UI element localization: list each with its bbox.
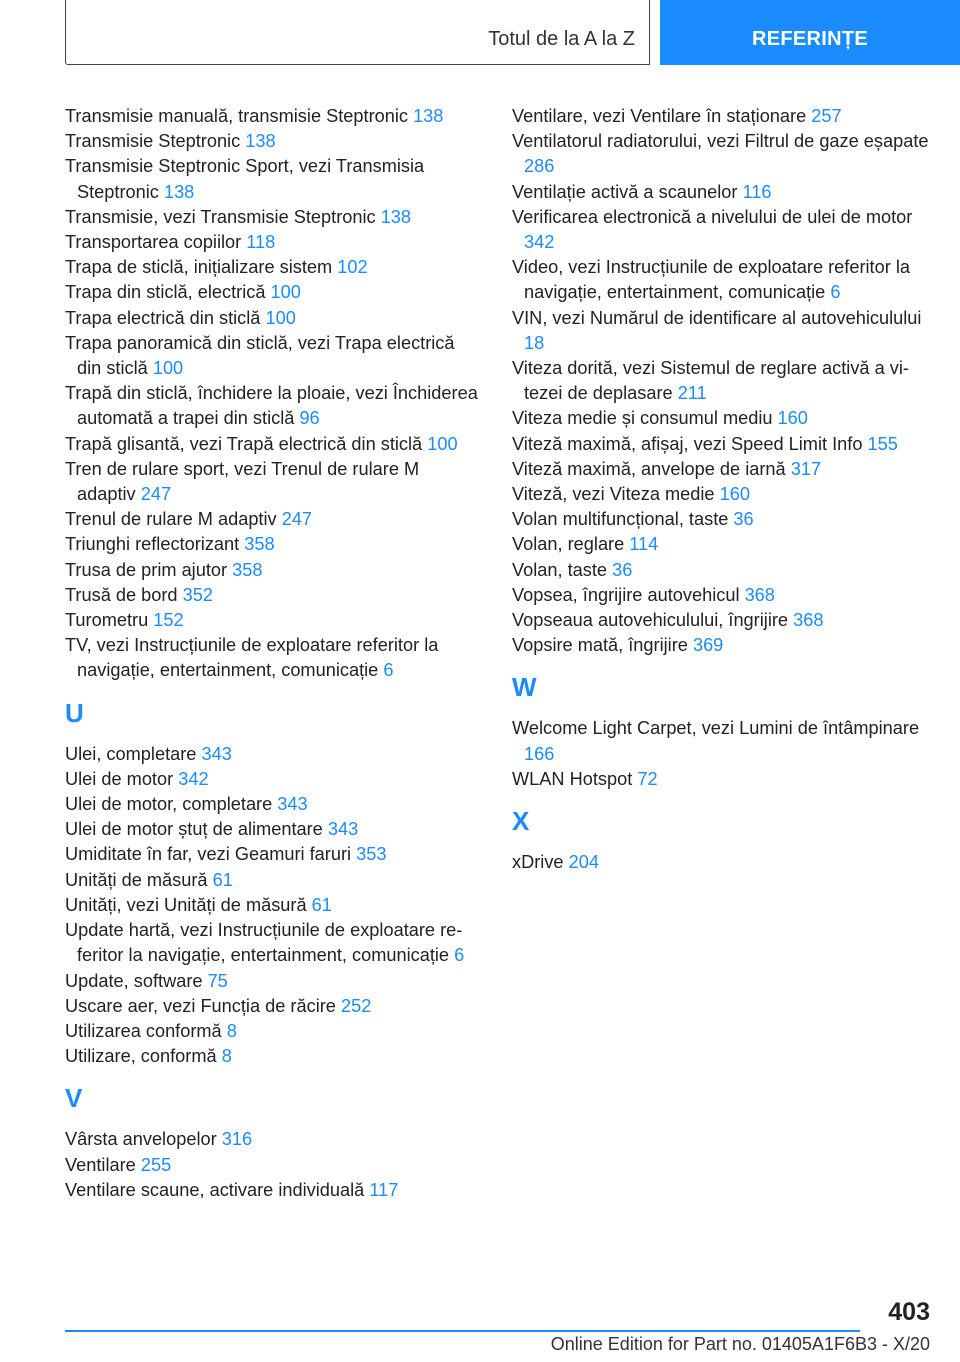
page-reference-link[interactable]: 369 [692, 635, 724, 656]
index-letter-heading: V [65, 1083, 83, 1114]
index-letter-heading: W [512, 672, 537, 703]
page-reference-link[interactable]: 155 [867, 433, 898, 454]
index-entry [65, 331, 480, 381]
page-reference-link[interactable]: 116 [742, 181, 772, 202]
page-reference-link[interactable]: 211 [677, 383, 707, 404]
page-reference-link[interactable]: 138 [380, 206, 412, 227]
index-entry [65, 457, 480, 507]
index-entry-text: Tren de rulare sport, vezi Trenul de rulare M adaptiv [65, 458, 420, 505]
page-reference-link[interactable]: 96 [299, 408, 320, 429]
page-reference-link[interactable]: 72 [637, 768, 658, 789]
page-reference-link[interactable]: 152 [153, 610, 184, 631]
page-reference-link[interactable]: 160 [719, 484, 750, 505]
page-reference-link[interactable]: 118 [246, 232, 276, 253]
footer-edition-text: Online Edition for Part no. 01405A1F6B3 - X/20 [550, 1334, 930, 1354]
index-entry-text: TV, vezi Instrucțiunile de exploatare referitor la navigație, entertainment, comunicație [65, 635, 439, 681]
page-number: 403 [888, 1298, 930, 1326]
index-entry-text: Viteza dorită, vezi Sistemul de reglare activă a vitezei de deplasare [512, 358, 909, 404]
index-entry-text: Utilizare, conformă [65, 1046, 217, 1067]
index-entry [512, 633, 930, 658]
page-reference-link[interactable]: 247 [281, 509, 313, 530]
index-entry [65, 842, 480, 867]
page-reference-link[interactable]: 114 [629, 534, 659, 555]
index-entry-text: Unități, vezi Unități de măsură [65, 894, 307, 915]
page-reference-link[interactable]: 343 [277, 794, 308, 815]
index-letter-heading: X [512, 806, 530, 837]
index-entry [65, 306, 480, 331]
chapter-title: REFERINȚE [751, 28, 869, 50]
page-reference-link[interactable]: 342 [524, 232, 555, 253]
page-reference-link[interactable]: 316 [221, 1129, 253, 1150]
page-reference-link[interactable]: 257 [811, 106, 842, 126]
index-entry [65, 507, 480, 532]
page-reference-link[interactable]: 100 [265, 307, 296, 328]
index-entry [65, 280, 480, 305]
page-header [0, 0, 960, 66]
index-entry-text: WLAN Hotspot [512, 768, 633, 789]
index-entry [512, 306, 930, 356]
index-entry-text: Ventilatorul radiatorului, vezi Filtrul de gaze eșapate [512, 131, 929, 152]
page-reference-link[interactable]: 61 [311, 894, 332, 915]
index-entry-text: Umiditate în far, vezi Geamuri faruri [65, 844, 352, 865]
index-entry [65, 1044, 480, 1069]
index-entry [65, 918, 480, 968]
index-entry-text: Ulei de motor [65, 768, 174, 789]
index-entry [512, 850, 930, 875]
index-entry [512, 180, 930, 205]
index-entry [512, 406, 930, 431]
page-reference-link[interactable]: 247 [140, 484, 172, 505]
page-reference-link[interactable]: 8 [226, 1020, 237, 1041]
page-reference-link[interactable]: 342 [178, 768, 209, 789]
index-entry-text: Uscare aer, vezi Funcția de răcire [65, 995, 336, 1016]
index-entry-text: Unități de măsură [65, 869, 208, 890]
page-reference-link[interactable]: 286 [524, 156, 555, 177]
section-tab[interactable] [65, 0, 650, 65]
index-entry [65, 817, 480, 842]
chapter-tab[interactable] [660, 0, 960, 65]
index-entry-text: Utilizarea conformă [65, 1020, 222, 1041]
page-reference-link[interactable]: 18 [524, 332, 545, 353]
page-reference-link[interactable]: 358 [232, 559, 263, 580]
index-entry [512, 716, 930, 766]
index-entry-text: xDrive [512, 852, 564, 873]
page-reference-link[interactable]: 61 [212, 869, 233, 890]
index-entry-text: Vopsire mată, îngrijire [512, 635, 688, 656]
index-entry [65, 792, 480, 817]
index-entry [65, 1153, 480, 1178]
index-entry [65, 558, 480, 583]
index-entry-text: Trenul de rulare M adaptiv [65, 509, 277, 530]
page-reference-link[interactable]: 36 [612, 559, 633, 580]
index-entry [512, 482, 930, 507]
index-column-right [512, 104, 930, 875]
index-entry [65, 633, 480, 683]
index-entry [512, 767, 930, 792]
index-entry [65, 1127, 480, 1152]
index-entry-text: Viteza medie și consumul mediu [512, 408, 773, 429]
index-entry [512, 356, 930, 406]
index-entry-text: Vopseaua autovehiculului, îngrijire [512, 610, 789, 631]
index-entry [65, 608, 480, 633]
page-reference-link[interactable]: 75 [207, 970, 228, 991]
index-entry [512, 457, 930, 482]
index-entry-text: Volan multifuncțional, taste [512, 509, 729, 530]
page-reference-link[interactable]: 317 [790, 458, 822, 479]
index-entry-text: Trapă glisantă, vezi Trapă electrică din sticlă [65, 433, 423, 454]
page-reference-link[interactable]: 8 [221, 1046, 232, 1067]
index-column-left [65, 104, 480, 1203]
index-entry [65, 969, 480, 994]
index-entry [512, 129, 930, 179]
index-entry-text: Viteză, vezi Viteza medie [512, 484, 715, 505]
index-entry [512, 205, 930, 255]
index-entry-text: Volan, reglare [512, 534, 625, 555]
index-entry-text: Transmisie manuală, transmisie Steptronic [65, 106, 408, 126]
index-entry-text: Ulei de motor ștuț de alimentare [65, 819, 323, 840]
footer-divider [65, 1330, 860, 1332]
index-entry [65, 432, 480, 457]
index-entry [65, 154, 480, 204]
page-reference-link[interactable]: 100 [427, 433, 458, 454]
page-reference-link[interactable]: 100 [152, 358, 184, 379]
index-entry [512, 532, 930, 557]
index-entry [65, 994, 480, 1019]
index-entry [65, 868, 480, 893]
index-entry [512, 507, 930, 532]
index-entry-text: Trusă de bord [65, 584, 178, 605]
index-entry [65, 893, 480, 918]
index-entry [65, 583, 480, 608]
index-entry [65, 1019, 480, 1044]
index-entry-text: Ventilare, vezi Ventilare în staționare [512, 106, 807, 126]
index-entry-text: Ventilare [65, 1154, 136, 1175]
index-entry-text: Vârsta anvelopelor [65, 1129, 217, 1150]
index-entry [65, 767, 480, 792]
page-reference-link[interactable]: 255 [140, 1154, 172, 1175]
index-entry-text: Update hartă, vezi Instrucțiunile de exploatare referitor la navigație, entertainment, comunicație [65, 920, 463, 966]
index-entry-text: VIN, vezi Numărul de identificare al autovehiculului [512, 307, 922, 328]
index-entry-text: Viteză maximă, anvelope de iarnă [512, 458, 786, 479]
page-reference-link[interactable]: 368 [793, 610, 824, 631]
index-entry [65, 104, 480, 129]
page-reference-link[interactable]: 160 [777, 408, 808, 429]
index-entry-text: Transmisie Steptronic [65, 131, 241, 152]
index-entry-text: Verificarea electronică a nivelului de ulei de motor [512, 206, 913, 227]
page-reference-link[interactable]: 166 [524, 743, 555, 764]
index-entry [512, 558, 930, 583]
index-entry-text: Ulei de motor, completare [65, 794, 273, 815]
index-entry [65, 1178, 480, 1203]
page-reference-link[interactable]: 252 [340, 995, 372, 1016]
page-reference-link[interactable]: 368 [744, 584, 775, 605]
page-reference-link[interactable]: 100 [270, 282, 301, 303]
page-reference-link[interactable]: 138 [413, 106, 444, 126]
page-reference-link[interactable]: 6 [383, 660, 394, 681]
index-entry [65, 230, 480, 255]
page-reference-link[interactable]: 102 [337, 257, 368, 278]
index-entry-text: Trapă din sticlă, închidere la ploaie, vezi Închiderea automată a trapei din sticlă [65, 383, 478, 429]
index-entry [65, 532, 480, 557]
index-entry-text: Viteză maximă, afișaj, vezi Speed Limit Info [512, 433, 863, 454]
page-reference-link[interactable]: 204 [568, 852, 599, 873]
page-reference-link[interactable]: 358 [244, 534, 275, 555]
page-reference-link[interactable]: 353 [356, 844, 387, 865]
index-entry-text: Update, software [65, 970, 203, 991]
page-reference-link[interactable]: 138 [163, 181, 195, 202]
page-reference-link[interactable]: 6 [830, 282, 841, 303]
index-entry [512, 104, 930, 129]
index-entry [65, 381, 480, 431]
index-entry [65, 129, 480, 154]
index-entry-text: Transmisie Steptronic Sport, vezi Transmisia Steptronic [65, 156, 425, 202]
page-reference-link[interactable]: 343 [201, 743, 232, 764]
index-entry-text: Trusa de prim ajutor [65, 559, 228, 580]
section-title: Totul de la A la Z [488, 27, 635, 50]
index-entry [65, 205, 480, 230]
index-entry [512, 255, 930, 305]
page-reference-link[interactable]: 36 [733, 509, 754, 530]
index-entry-text: Volan, taste [512, 559, 608, 580]
index-entry [512, 608, 930, 633]
page-reference-link[interactable]: 117 [369, 1179, 399, 1200]
index-entry-text: Trapa panoramică din sticlă, vezi Trapa electrică din sticlă [65, 332, 455, 379]
index-entry-text: Video, vezi Instrucțiunile de exploatare referitor la navigație, entertainment, comunicație [512, 257, 910, 303]
index-entry [65, 255, 480, 280]
index-entry-text: Turometru [65, 610, 149, 631]
index-entry-text: Trapa din sticlă, electrică [65, 282, 266, 303]
page-reference-link[interactable]: 138 [245, 131, 276, 152]
index-entry-text: Triunghi reflectorizant [65, 534, 240, 555]
index-entry-text: Ventilare scaune, activare individuală [65, 1179, 365, 1200]
index-entry-text: Transportarea copiilor [65, 232, 242, 253]
page-reference-link[interactable]: 352 [182, 584, 213, 605]
index-entry [512, 432, 930, 457]
page-reference-link[interactable]: 343 [327, 819, 359, 840]
index-entry-text: Ventilație activă a scaunelor [512, 181, 738, 202]
page-reference-link[interactable]: 6 [454, 945, 465, 966]
index-entry-text: Trapa de sticlă, inițializare sistem [65, 257, 333, 278]
index-entry-text: Ulei, completare [65, 743, 197, 764]
index-entry-text: Transmisie, vezi Transmisie Steptronic [65, 206, 376, 227]
index-entry [65, 742, 480, 767]
index-entry-text: Vopsea, îngrijire autovehicul [512, 584, 740, 605]
index-entry [512, 583, 930, 608]
index-entry-text: Trapa electrică din sticlă [65, 307, 261, 328]
index-letter-heading: U [65, 697, 84, 728]
index-entry-text: Welcome Light Carpet, vezi Lumini de întâmpinare [512, 718, 920, 739]
